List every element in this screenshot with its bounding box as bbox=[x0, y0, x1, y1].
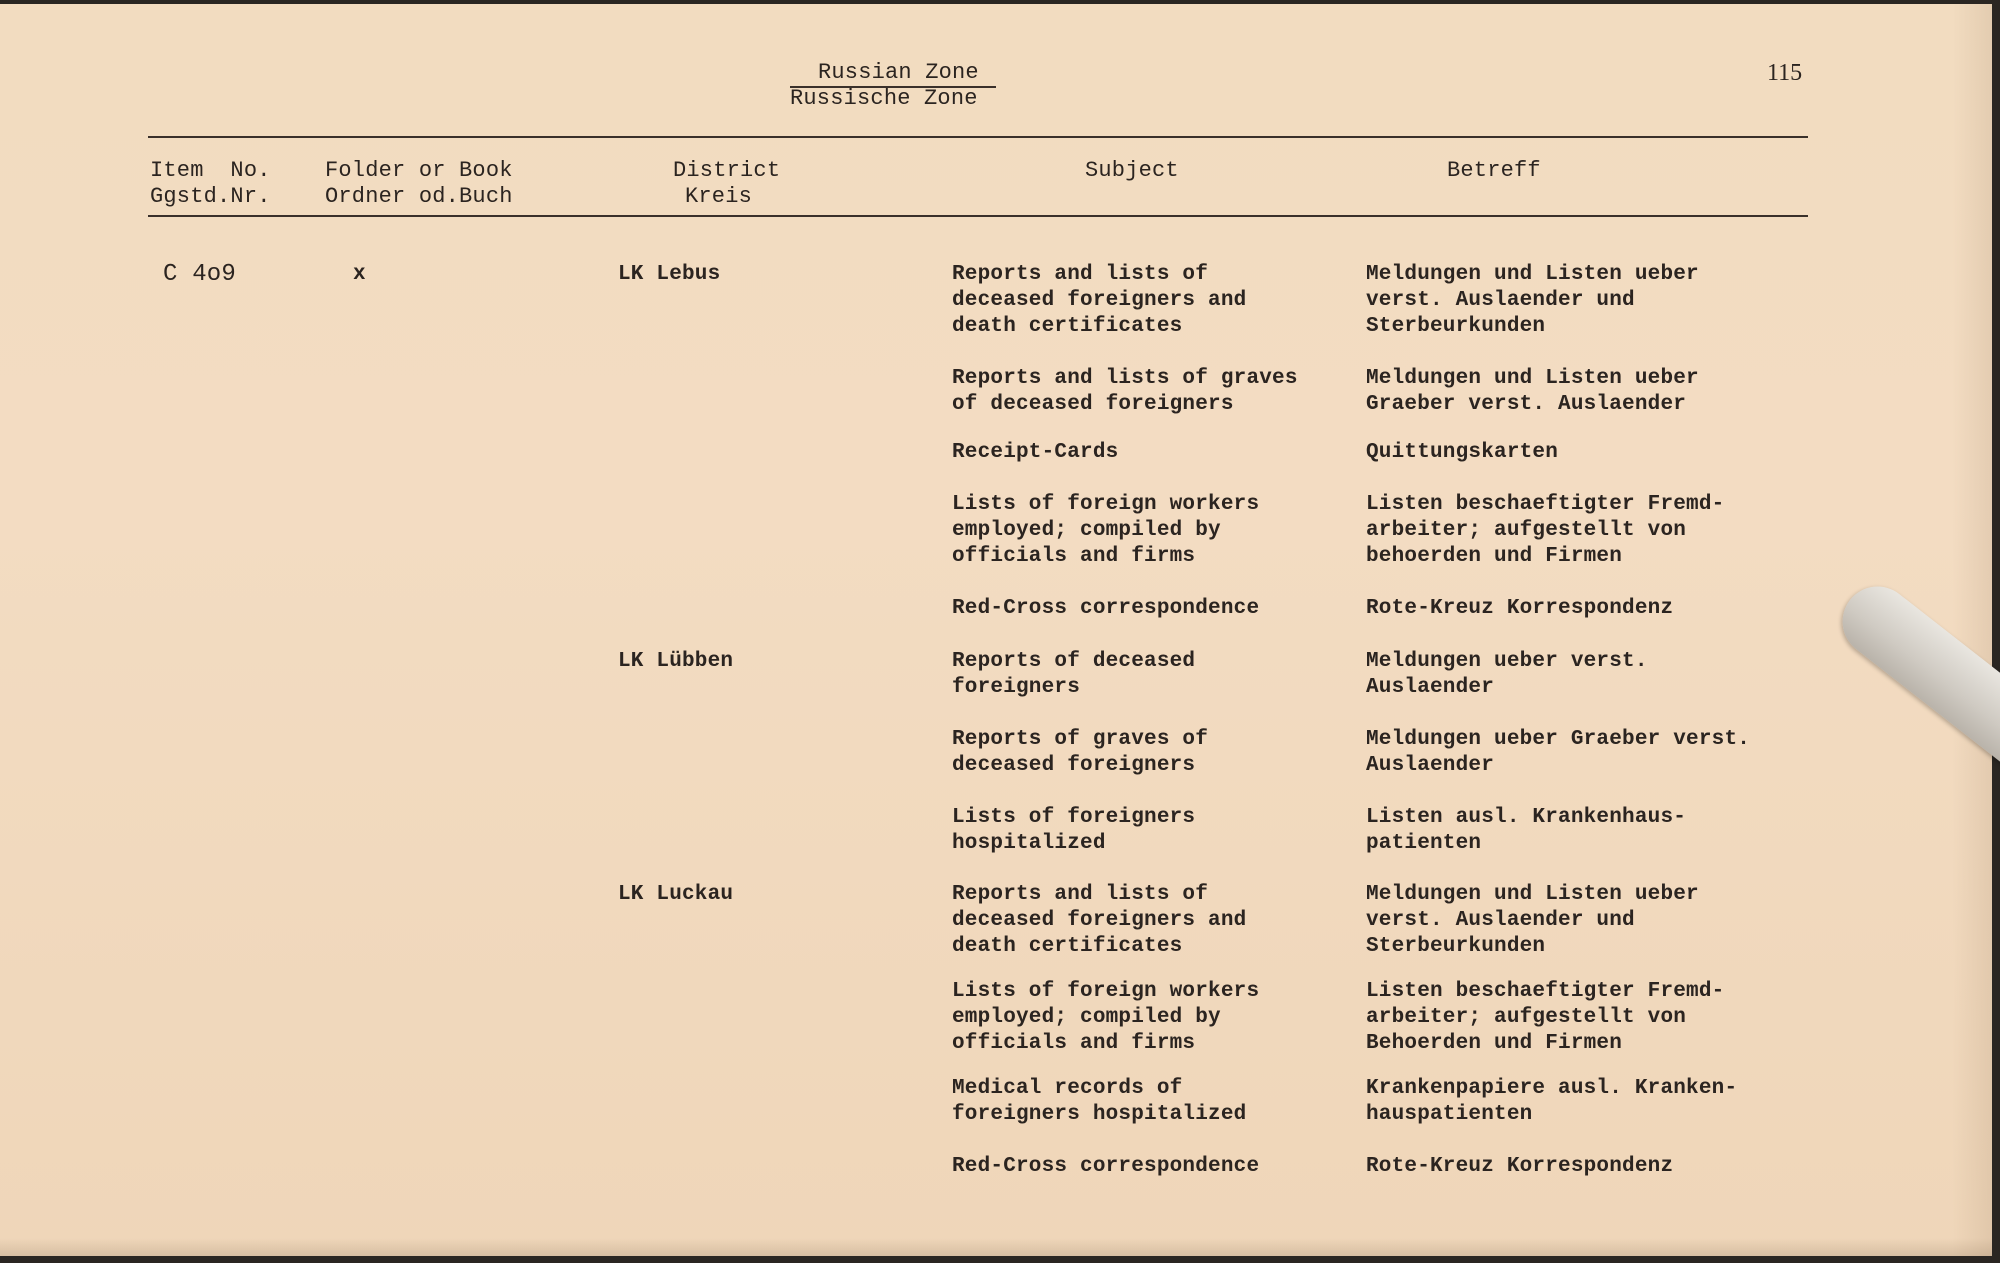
betreff-line: Quittungskarten bbox=[1366, 441, 1559, 464]
betreff-line: verst. Auslaender und bbox=[1366, 909, 1635, 932]
header-top-rule bbox=[148, 136, 1808, 138]
subject-line: Lists of foreign workers bbox=[952, 980, 1260, 1003]
col-item-de: Ggstd.Nr. bbox=[150, 184, 271, 209]
col-folder-en: Folder or Book bbox=[325, 158, 513, 183]
subject-line: deceased foreigners bbox=[952, 754, 1196, 777]
page-edge-shadow bbox=[1952, 4, 1992, 1256]
item-number: C 4o9 bbox=[163, 261, 237, 288]
zone-title-de: Russische Zone bbox=[790, 86, 978, 111]
col-folder-de: Ordner od.Buch bbox=[325, 184, 513, 209]
betreff-line: behoerden und Firmen bbox=[1366, 545, 1623, 568]
subject-line: Red-Cross correspondence bbox=[952, 597, 1260, 620]
betreff-line: Meldungen und Listen ueber bbox=[1366, 883, 1699, 906]
betreff-line: arbeiter; aufgestellt von bbox=[1366, 1006, 1687, 1029]
subject-line: Receipt-Cards bbox=[952, 441, 1119, 464]
betreff-line: Krankenpapiere ausl. Kranken- bbox=[1366, 1077, 1738, 1100]
betreff-line: Sterbeurkunden bbox=[1366, 315, 1546, 338]
subject-line: deceased foreigners and bbox=[952, 289, 1247, 312]
subject-line: foreigners bbox=[952, 676, 1081, 699]
col-betreff: Betreff bbox=[1447, 158, 1541, 183]
betreff-line: Listen beschaeftigter Fremd- bbox=[1366, 980, 1725, 1003]
subject-line: employed; compiled by bbox=[952, 1006, 1221, 1029]
betreff-line: Graeber verst. Auslaender bbox=[1366, 393, 1687, 416]
document-page bbox=[0, 4, 1992, 1256]
betreff-line: verst. Auslaender und bbox=[1366, 289, 1635, 312]
subject-line: death certificates bbox=[952, 315, 1183, 338]
page-bottom-shadow bbox=[0, 1238, 1992, 1256]
header-bottom-rule bbox=[148, 215, 1808, 217]
zone-title-en: Russian Zone bbox=[818, 60, 979, 85]
subject-line: deceased foreigners and bbox=[952, 909, 1247, 932]
district-label: LK Lübben bbox=[618, 650, 734, 673]
betreff-line: Meldungen ueber Graeber verst. bbox=[1366, 728, 1751, 751]
subject-line: employed; compiled by bbox=[952, 519, 1221, 542]
subject-line: death certificates bbox=[952, 935, 1183, 958]
betreff-line: Meldungen ueber verst. bbox=[1366, 650, 1648, 673]
subject-line: Lists of foreign workers bbox=[952, 493, 1260, 516]
betreff-line: Auslaender bbox=[1366, 754, 1495, 777]
betreff-line: hauspatienten bbox=[1366, 1103, 1533, 1126]
subject-line: Lists of foreigners bbox=[952, 806, 1196, 829]
subject-line: Reports and lists of bbox=[952, 883, 1209, 906]
page-number: 115 bbox=[1767, 60, 1803, 86]
betreff-line: Rote-Kreuz Korrespondenz bbox=[1366, 1155, 1674, 1178]
subject-line: Medical records of bbox=[952, 1077, 1183, 1100]
col-district-en: District bbox=[673, 158, 781, 183]
district-label: LK Lebus bbox=[618, 263, 721, 286]
betreff-line: Auslaender bbox=[1366, 676, 1495, 699]
folder-mark: x bbox=[353, 263, 366, 286]
subject-line: Red-Cross correspondence bbox=[952, 1155, 1260, 1178]
district-label: LK Luckau bbox=[618, 883, 734, 906]
subject-line: foreigners hospitalized bbox=[952, 1103, 1247, 1126]
col-item-en: Item No. bbox=[150, 158, 271, 183]
subject-line: officials and firms bbox=[952, 1032, 1196, 1055]
betreff-line: patienten bbox=[1366, 832, 1482, 855]
subject-line: hospitalized bbox=[952, 832, 1106, 855]
betreff-line: Rote-Kreuz Korrespondenz bbox=[1366, 597, 1674, 620]
betreff-line: Listen ausl. Krankenhaus- bbox=[1366, 806, 1687, 829]
subject-line: of deceased foreigners bbox=[952, 393, 1234, 416]
betreff-line: Listen beschaeftigter Fremd- bbox=[1366, 493, 1725, 516]
subject-line: Reports and lists of bbox=[952, 263, 1209, 286]
betreff-line: Meldungen und Listen ueber bbox=[1366, 263, 1699, 286]
col-district-de: Kreis bbox=[685, 184, 753, 209]
col-subject: Subject bbox=[1085, 158, 1179, 183]
subject-line: Reports of deceased bbox=[952, 650, 1196, 673]
betreff-line: Meldungen und Listen ueber bbox=[1366, 367, 1699, 390]
betreff-line: Behoerden und Firmen bbox=[1366, 1032, 1623, 1055]
betreff-line: Sterbeurkunden bbox=[1366, 935, 1546, 958]
subject-line: officials and firms bbox=[952, 545, 1196, 568]
betreff-line: arbeiter; aufgestellt von bbox=[1366, 519, 1687, 542]
subject-line: Reports of graves of bbox=[952, 728, 1209, 751]
subject-line: Reports and lists of graves bbox=[952, 367, 1298, 390]
